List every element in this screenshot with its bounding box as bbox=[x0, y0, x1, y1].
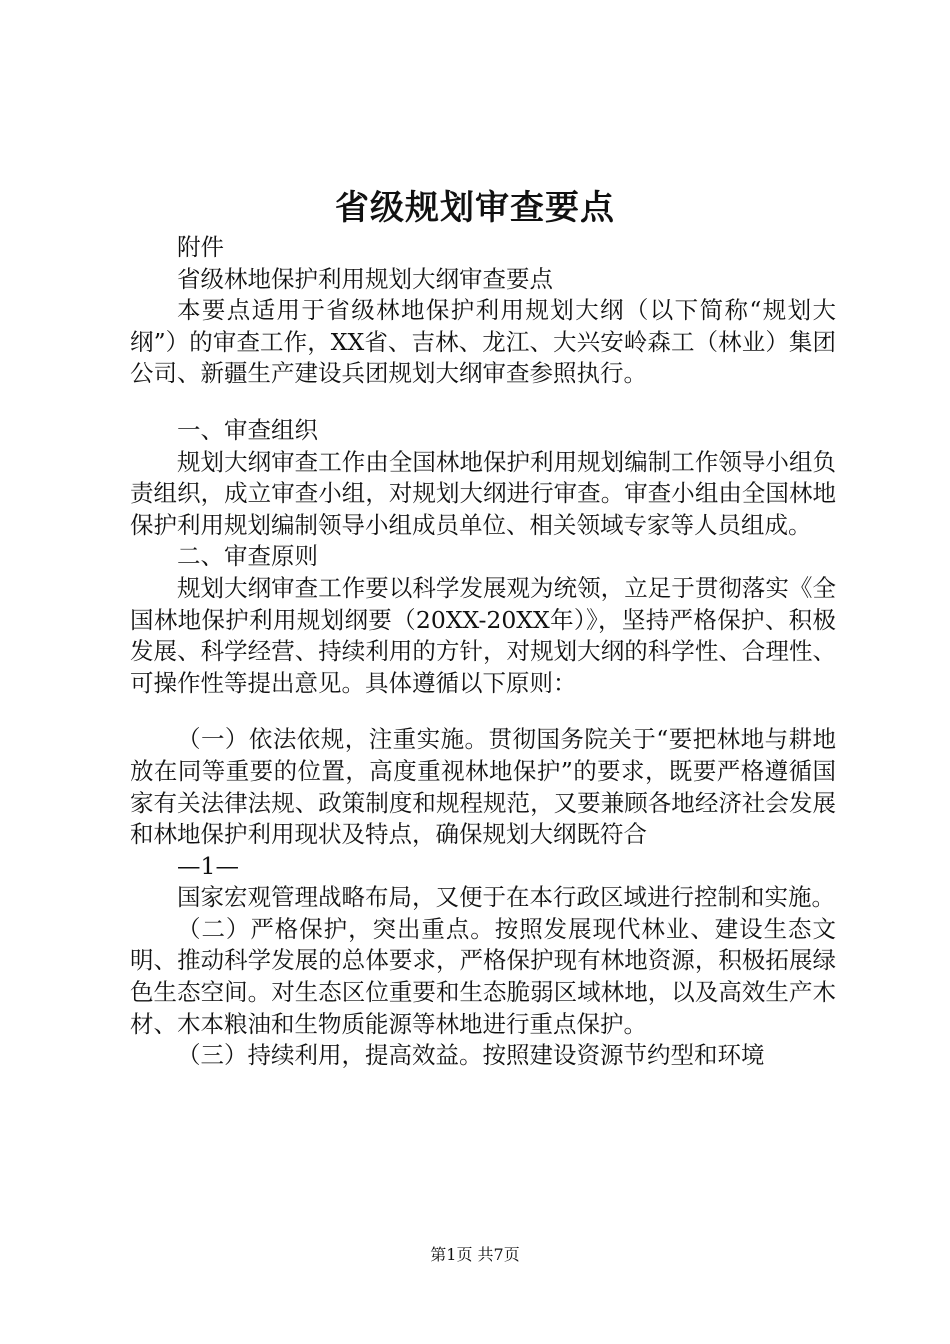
paragraph-principle-1: （一）依法依规，注重实施。贯彻国务院关于“要把林地与耕地放在同等重要的位置，高度重视林地保护”的要求，既要严格遵循国家有关法律法规、政策制度和规程规范，又要兼顾各地经济社会发展和林地保护利用现状及特点，确保规划大纲既符合 bbox=[130, 725, 836, 849]
subtitle: 省级林地保护利用规划大纲审查要点 bbox=[177, 264, 553, 293]
paragraph-principle-1-cont: 国家宏观管理战略布局，又便于在本行政区域进行控制和实施。 bbox=[177, 883, 835, 912]
paragraph-gap bbox=[130, 699, 836, 724]
document-body bbox=[130, 232, 836, 1072]
paragraph-gap bbox=[130, 390, 836, 415]
paragraph-scope: 本要点适用于省级林地保护利用规划大纲（以下简称“规划大纲”）的审查工作，XX省、吉林、龙江、大兴安岭森工（林业）集团公司、新疆生产建设兵团规划大纲审查参照执行。 bbox=[130, 296, 836, 388]
paragraph-principle-3: （三）持续利用，提高效益。按照建设资源节约型和环境 bbox=[177, 1041, 765, 1070]
paragraph-organization: 规划大纲审查工作由全国林地保护利用规划编制工作领导小组负责组织，成立审查小组，对规划大纲进行审查。审查小组由全国林地保护利用规划编制领导小组成员单位、相关领域专家等人员组成。 bbox=[130, 447, 836, 539]
document-title: 省级规划审查要点 bbox=[335, 188, 615, 228]
page-footer: 第1页 共7页 bbox=[430, 1245, 520, 1264]
paragraph-principles: 规划大纲审查工作要以科学发展观为统领，立足于贯彻落实《全国林地保护利用规划纲要（20XX-20XX年）》，坚持严格保护、积极发展、科学经营、持续利用的方针，对规划大纲的科学性、合理性、可操作性等提出意见。具体遵循以下原则： bbox=[130, 573, 836, 697]
section-heading-2: 二、审查原则 bbox=[177, 542, 318, 571]
paragraph-principle-2: （二）严格保护，突出重点。按照发展现代林业、建设生态文明、推动科学发展的总体要求，严格保护现有林地资源，积极拓展绿色生态空间。对生态区位重要和生态脆弱区域林地，以及高效生产木材、木本粮油和生物质能源等林地进行重点保护。 bbox=[130, 914, 836, 1038]
attachment-label: 附件 bbox=[177, 233, 224, 261]
inline-page-number: —1— bbox=[177, 851, 239, 880]
section-heading-1: 一、审查组织 bbox=[177, 415, 318, 444]
